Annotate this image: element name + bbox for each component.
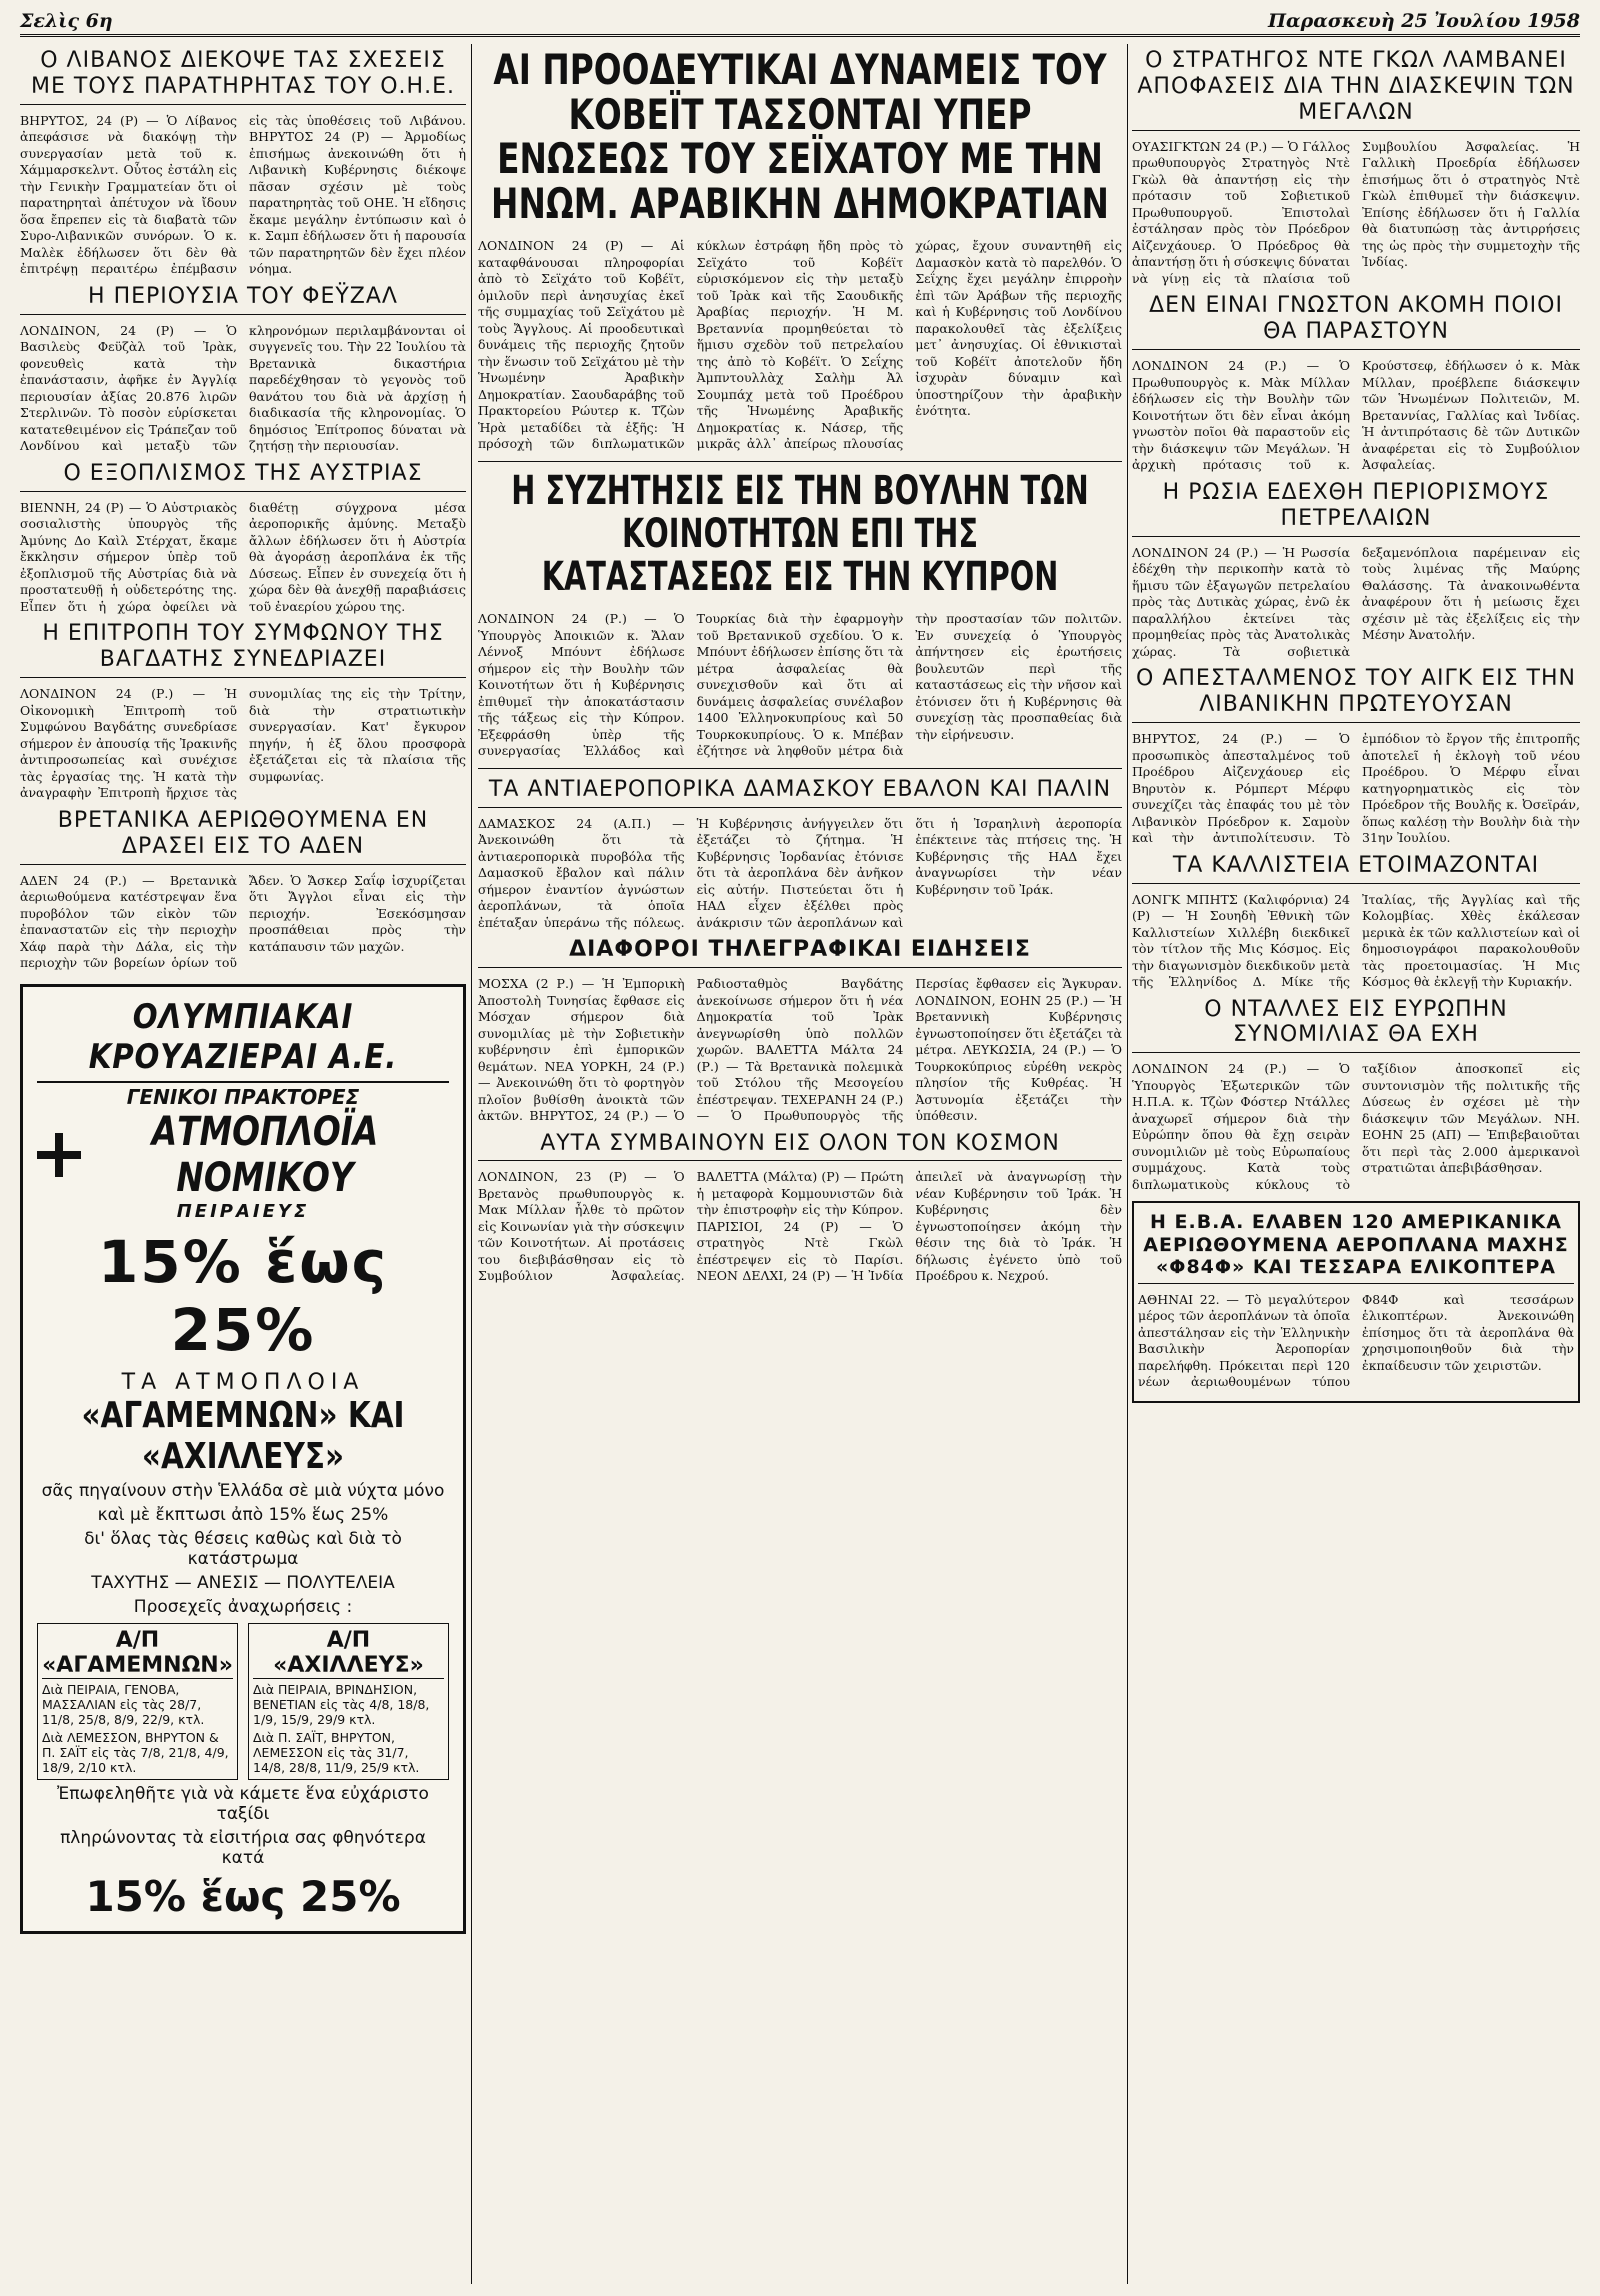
- ad-line: ΤΑΧΥΤΗΣ — ΑΝΕΣΙΣ — ΠΟΛΥΤΕΛΕΙΑ: [91, 1572, 395, 1593]
- ad-line: πληρώνοντας τὰ εἰσιτήρια σας φθηνότερα κατά: [60, 1827, 426, 1868]
- article-body: ΛΟΝΔΙΝΟΝ, 24 (Ρ) — Ὁ Βασιλεὺς Φεϋζὰλ τοῦ Ἰρὰκ, φονευθεὶς κατὰ τὴν ἐπανάστασιν, ἀφῆκε ἐν Ἀγγλίᾳ περιουσίαν ἀξίας 20.876 λιρῶν Στερλινῶν. Τὸ ποσὸν εὑρίσκεται κατατεθειμένον εἰς Τράπεζαν τοῦ Λονδίνου καὶ μεταξὺ τῶν κληρονόμων περιλαμβάνονται οἱ συγγενεῖς του. Τὴν 22 Ἰουλίου τὰ Βρετανικὰ δικαστήρια παρεδέχθησαν τὸ γεγονὸς τοῦ θανάτου του διὰ νὰ ἀρχίσῃ ἡ διαδικασία τῆς κληρονομίας. Ὁ δημόσιος Ἐπίτροπος δύναται νὰ ζητήσῃ τὴν περιουσίαν.: [20, 322, 466, 454]
- ad-route: Διὰ ΛΕΜΕΣΣΟΝ, ΒΗΡΥΤΟΝ & Π. ΣΑΪΤ εἰς τὰς 7/8, 21/8, 4/9, 18/9, 2/10 κτλ.: [42, 1729, 229, 1775]
- article-body: ΛΟΝΓΚ ΜΠΗΤΣ (Καλιφόρνια) 24 (Ρ) — Ἡ Σουηδὴ Ἐθνικὴ τῶν Καλλιστείων Χιλλέβη διεκδικεῖ τὸν τίτλον τῆς Μις Κόσμος. Εἰς τὴν διαγωνισμὸν διεκδικοῦν μετὰ τῆς Ἑλληνίδος Δ. Μίκε τῆς Ἰταλίας, τῆς Ἀγγλίας καὶ τῆς Κολομβίας. Χθὲς ἐκάλεσαν μερικὰ ἐκ τῶν καλλιστείων καὶ οἱ δημοσιογράφοι παρακολουθοῦν τὰς προετοιμασίας. Ἡ Μις Κόσμος θὰ ἐκλεγῇ τὴν Κυριακήν.: [1132, 891, 1580, 990]
- ad-line: καὶ μὲ ἔκπτωσι ἀπὸ 15% ἕως 25%: [97, 1504, 389, 1525]
- ad-ships: «ΑΓΑΜΕΜΝΩΝ» ΚΑΙ «ΑΧΙΛΛΕΥΣ»: [81, 1394, 405, 1477]
- article-body: ΔΑΜΑΣΚΟΣ 24 (Α.Π.) — Ἀνεκοινώθη ὅτι τὰ ἀντιαεροπορικὰ πυροβόλα τῆς Δαμασκοῦ ἔβαλον καὶ πάλιν σήμερον ἐναντίον ἀγνώστων ἀεροπλάνων, τὰ ὁποῖα ἐπέταξαν ὑπεράνω τῆς πόλεως. Ἡ Κυβέρνησις ἀνήγγειλεν ὅτι ἐξετάζει τὸ ζήτημα. Ἡ Κυβέρνησις Ἰορδανίας ἐτόνισε ὅτι τὰ ἀεροπλάνα δὲν ἀνῆκον εἰς αὐτήν. Πιστεύεται ὅτι ἡ ΗΑΔ εἶχεν ἐξέλθει πρὸς ἀνάκρισιν τῶν ἀεροπλάνων καὶ ὅτι ἡ Ἰσραηλινὴ ἀεροπορία ἐπέκτεινε τὰς πτήσεις της. Ἡ Κυβέρνησις τῆς ΗΑΔ ἔχει ἀναγνωρίσει τὴν νέαν Κυβέρνησιν τοῦ Ἰράκ.: [478, 815, 1122, 930]
- page-number: Σελὶς 6η: [20, 10, 113, 32]
- article-body: ΒΙΕΝΝΗ, 24 (Ρ) — Ὁ Αὐστριακὸς σοσιαλιστὴς ὑπουργὸς τῆς Ἀμύνης Δο Καὶλ Στέρχατ, ἔκαμε ἔκκλησιν σήμερον ὑπὲρ τοῦ ἐξοπλισμοῦ τῆς Αὐστρίας διὰ νὰ προστατευθῇ ἡ οὐδετερότης της. Εἶπεν ὅτι ἡ χώρα ὀφείλει νὰ διαθέτῃ σύγχρονα μέσα ἀεροπορικῆς ἀμύνης. Μεταξὺ ἄλλων ἐδήλωσεν ὅτι ἡ Αὐστρία θὰ ἀγοράσῃ ἀεροπλάνα ἐκ τῆς Δύσεως. Εἶπεν ἐν συνεχείᾳ ὅτι ἡ χώρα δὲν θὰ ἀνεχθῇ παραβιάσεις τοῦ ἐναερίου χώρου της.: [20, 499, 466, 614]
- article-title: ΤΑ ΑΝΤΙΑΕΡΟΠΟΡΙΚΑ ΔΑΜΑΣΚΟΥ ΕΒΑΛΟΝ ΚΑΙ ΠΑΛΙΝ: [478, 777, 1122, 808]
- article-body: ΜΟΣΧΑ (2 Ρ.) — Ἡ Ἐμπορικὴ Ἀποστολὴ Τυνησίας ἔφθασε εἰς Μόσχαν σήμερον διὰ συνομιλίας μὲ τὴν Σοβιετικὴν κυβέρνησιν ἐπὶ ἐμπορικῶν θεμάτων. ΝΕΑ ΥΟΡΚΗ, 24 (Ρ.) — Ἀνεκοινώθη ὅτι τὸ φορτηγὸν πλοῖον βυθίσθη ἀνοικτὰ τῶν ἀκτῶν. ΒΗΡΥΤΟΣ, 24 (Ρ.) — Ὁ Ραδιοσταθμὸς Βαγδάτης ἀνεκοίνωσε σήμερον ὅτι ἡ νέα Δημοκρατία τοῦ Ἰρὰκ ἀνεγνωρίσθη ὑπὸ πολλῶν χωρῶν. ΒΑΛΕΤΤΑ Μάλτα 24 (Ρ.) — Τὰ Βρετανικὰ πολεμικὰ τοῦ Στόλου τῆς Μεσογείου ἐπέστρεψαν. ΤΕΧΕΡΑΝΗ 24 (Ρ.) — Ὁ Πρωθυπουργὸς τῆς Περσίας ἔφθασεν εἰς Ἄγκυραν. ΛΟΝΔΙΝΟΝ, ΕΟΗΝ 25 (Ρ.) — Ἡ Βρεταννικὴ Κυβέρνησις ἐγνωστοποίησεν ὅτι ἐξετάζει τὰ μέτρα. ΛΕΥΚΩΣΙΑ, 24 (Ρ.) — Ὁ Τουρκοκύπριος εὑρέθη νεκρὸς πλησίον τῆς Κυθρέας. Ἡ Ἀστυνομία ἐξετάζει τὴν ὑπόθεσιν.: [478, 976, 1122, 1124]
- ad-brand-name: ΑΤΜΟΠΛΟΪΑ ΝΟΜΙΚΟΥ: [151, 1108, 379, 1201]
- right-column: [1132, 44, 1580, 1403]
- article-title: ΒΡΕΤΑΝΙΚΑ ΑΕΡΙΩΘΟΥΜΕΝΑ ΕΝ ΔΡΑΣΕΙ ΕΙΣ ΤΟ ΑΔΕΝ: [20, 808, 466, 865]
- article-title: Ο ΛΙΒΑΝΟΣ ΔΙΕΚΟΨΕ ΤΑΣ ΣΧΕΣΕΙΣ ΜΕ ΤΟΥΣ ΠΑΡΑΤΗΡΗΤΑΣ ΤΟΥ Ο.Η.Ε.: [20, 48, 466, 105]
- article-body: ΛΟΝΔΙΝΟΝ 24 (Ρ.) — Ὁ Ὑπουργὸς Ἐξωτερικῶν τῶν Η.Π.Α. κ. Τζὼν Φόστερ Ντάλλες ἀναχωρεῖ σήμερον διὰ τὴν Εὐρώπην ὅπου θὰ ἔχῃ σειρὰν συνομιλιῶν μὲ τοὺς Εὐρωπαίους συμμάχους. Κατὰ τοὺς διπλωματικοὺς κύκλους τὸ ταξίδιον ἀποσκοπεῖ εἰς συντονισμὸν τῆς πολιτικῆς τῆς Δύσεως ἐν σχέσει μὲ τὴν διάσκεψιν τῶν Μεγάλων. ΝΗ. ΕΟΗΝ 25 (ΑΠ) — Ἐπιβεβαιοῦται ὅτι περὶ τὰς 2.000 ἀμερικανοὶ στρατιῶται ἀπεβιβάσθησαν.: [1132, 1061, 1580, 1192]
- article-body: ΛΟΝΔΙΝΟΝ 24 (Ρ.) — Ὁ Πρωθυπουργὸς κ. Μὰκ Μίλλαν ἐδήλωσεν εἰς τὴν Βουλὴν τῶν Κοινοτήτων ὅτι δὲν εἶναι ἀκόμη γνωστὸν ποῖοι θὰ παραστοῦν εἰς τὴν διάσκεψιν τῶν Μεγάλων. Ἡ ἀρχικὴ πρότασις τοῦ κ. Κρούστσεφ, ἐδήλωσεν ὁ κ. Μὰκ Μίλλαν, προέβλεπε διάσκεψιν τῶν Ἡνωμένων Πολιτειῶν, Μ. Βρεταννίας, Γαλλίας καὶ Ἰνδίας. Ἡ ἀντιπρότασις δὲ τῶν Δυτικῶν ἀναφέρεται εἰς τὸ Συμβούλιον Ἀσφαλείας.: [1132, 358, 1580, 473]
- ad-route: Διὰ ΠΕΙΡΑΙΑ, ΓΕΝΟΒΑ, ΜΑΣΣΑΛΙΑΝ εἰς τὰς 28/7, 11/8, 25/8, 8/9, 22/9, κτλ.: [42, 1681, 205, 1727]
- ad-line: δι' ὅλας τὰς θέσεις καθὼς καὶ διὰ τὸ κατάστρωμα: [84, 1528, 402, 1569]
- article-title: Η ΠΕΡΙΟΥΣΙΑ ΤΟΥ ΦΕΫΖΑΛ: [20, 284, 466, 315]
- issue-date: Παρασκευὴ 25 Ἰουλίου 1958: [1268, 10, 1580, 32]
- article-title: Ο ΑΠΕΣΤΑΛΜΕΝΟΣ ΤΟΥ ΑΙΓΚ ΕΙΣ ΤΗΝ ΛΙΒΑΝΙΚΗΝ ΠΡΩΤΕΥΟΥΣΑΝ: [1132, 666, 1580, 723]
- article-title: ΔΙΑΦΟΡΟΙ ΤΗΛΕΓΡΑΦΙΚΑΙ ΕΙΔΗΣΕΙΣ: [478, 937, 1122, 968]
- article-title: Ο ΕΞΟΠΛΙΣΜΟΣ ΤΗΣ ΑΥΣΤΡΙΑΣ: [20, 461, 466, 492]
- ad-ship-box: [37, 1623, 238, 1780]
- ad-departures: [37, 1623, 449, 1780]
- ad-line: σᾶς πηγαίνουν στὴν Ἑλλάδα σὲ μιὰ νύχτα μόνο: [41, 1480, 445, 1501]
- ad-discount: 15% ἕως 25%: [97, 1227, 389, 1364]
- ad-route: Διὰ ΠΕΙΡΑΙΑ, ΒΡΙΝΔΗΣΙΟΝ, ΒΕΝΕΤΙΑΝ εἰς τὰς 4/8, 18/8, 1/9, 15/9, 29/9 κτλ.: [253, 1681, 430, 1727]
- article-title: ΤΑ ΚΑΛΛΙΣΤΕΙΑ ΕΤΟΙΜΑΖΟΝΤΑΙ: [1132, 853, 1580, 884]
- cross-icon: [37, 1133, 69, 1177]
- article-body: ΒΗΡΥΤΟΣ, 24 (Ρ) — Ὁ Λίβανος ἀπεφάσισε νὰ διακόψῃ τὴν συνεργασίαν μετὰ τοῦ κ. Χάμμαρσκελντ. Οὗτος ἐστάλη εἰς τὴν Γενικὴν Γραμματείαν ὅτι οἱ παρατηρηταὶ ἀπέτυχον νὰ ἴδουν ὅσα ἔπρεπεν εἰς τὰ διαβατὰ τῶν Συρο-Λιβανικῶν συνόρων. Ὁ κ. Μαλὲκ ἐδήλωσεν ὅτι δὲν θὰ ἐπιτρέψῃ περαιτέρω ἐπέμβασιν εἰς τὰς ὑποθέσεις τοῦ Λιβάνου. ΒΗΡΥΤΟΣ 24 (Ρ) — Ἀρμοδίως ἐπισήμως ἀνεκοινώθη ὅτι ἡ Λιβανικὴ Κυβέρνησις διέκοψε πᾶσαν σχέσιν μὲ τοὺς παρατηρητὰς τοῦ ΟΗΕ. Ἡ εἴδησις ἔκαμε μεγάλην ἐντύπωσιν καὶ ὁ κ. Σαμπ ἐδήλωσεν ὅτι ἡ παρουσία τῶν παρατηρητῶν δὲν ἔχει πλέον νόημα.: [20, 112, 466, 277]
- ad-ships-intro: ΤΑ ΑΤΜΟΠΛΟΙΑ: [121, 1369, 365, 1395]
- article-body: ΟΥΑΣΙΓΚΤΩΝ 24 (Ρ.) — Ὁ Γάλλος πρωθυπουργὸς Στρατηγὸς Ντὲ Γκὼλ θὰ ἀπαντήσῃ εἰς τὴν πρότασιν τοῦ Σοβιετικοῦ Πρωθυπουργοῦ. Ἐπιστολαὶ ἐστάλησαν πρὸς τὸν Πρόεδρον Αἰζενχάουερ. Ὁ Πρόεδρος θὰ ἀπαντήσῃ ὅτι ἡ σύσκεψις δύναται νὰ γίνῃ εἰς τὰ πλαίσια τοῦ Συμβουλίου Ἀσφαλείας. Ἡ Γαλλικὴ Προεδρία ἐδήλωσεν ἐπισήμως ὅτι ὁ στρατηγὸς Ντὲ Γκὼλ ἐπιθυμεῖ τὴν διάσκεψιν. Ἐπίσης ἐδήλωσεν ὅτι ἡ Γαλλία θὰ διατυπώσῃ τὰς ἀντιρρήσεις της ὡς πρὸς τὴν συμμετοχὴν τῆς Ἰνδίας.: [1132, 138, 1580, 286]
- ad-port: ΠΕΙΡΑΙΕΥΣ: [176, 1200, 310, 1222]
- ad-route: Διὰ Π. ΣΑΪΤ, ΒΗΡΥΤΟΝ, ΛΕΜΕΣΣΟΝ εἰς τὰς 31/7, 14/8, 28/8, 11/9, 25/9 κτλ.: [253, 1729, 420, 1775]
- ad-brand: [37, 1109, 449, 1201]
- article-body: ΛΟΝΔΙΝΟΝ 24 (Ρ.) — Ἡ Ρωσσία ἐδέχθη τὴν περικοπὴν κατὰ τὸ ἥμισυ τῶν ἐξαγωγῶν πετρελαίου πρὸς τὰς Δυτικὰς χώρας, ἐνῶ ἐκ παραλλήλου ἐκτείνει τὰς προμηθείας πρὸς τὰς Ἀνατολικὰς χώρας. Τὰ σοβιετικὰ δεξαμενόπλοια παρέμειναν εἰς τοὺς λιμένας τῆς Μαύρης Θαλάσσης. Τὰ ἀνακοινωθέντα ἀναφέρουν ὅτι ἡ μείωσις ἔχει σχέσιν μὲ τὰς ἐξελίξεις εἰς τὴν Μέσην Ἀνατολήν.: [1132, 544, 1580, 659]
- ad-ship-box: [248, 1623, 449, 1780]
- boxed-article: [1132, 1201, 1580, 1402]
- article-body: ΛΟΝΔΙΝΟΝ, 23 (Ρ) — Ὁ Βρετανὸς πρωθυπουργὸς κ. Μακ Μίλλαν ἦλθε τὸ πρῶτον εἰς Κοινωνίαν γιὰ τὴν σύσκεψιν τῶν Κοινοτήτων. Αἱ προτάσεις του διεβιβάσθησαν εἰς τὸ Συμβούλιον Ἀσφαλείας. ΒΑΛΕΤΤΑ (Μάλτα) (Ρ) — Πρώτη ἡ μεταφορὰ Κομμουνιστῶν διὰ τὴν ἐπιστροφὴν εἰς τὴν Κύπρον. ΠΑΡΙΣΙΟΙ, 24 (Ρ) — Ὁ στρατηγὸς Ντὲ Γκὼλ ἐπέστρεψεν εἰς τὸ Παρίσι. ΝΕΟΝ ΔΕΛΧΙ, 24 (Ρ) — Ἡ Ἰνδία ἀπειλεῖ νὰ ἀναγνωρίσῃ τὴν νέαν Κυβέρνησιν τοῦ Ἰράκ. Ἡ Κυβέρνησις δὲν ἐγνωστοποίησεν ἀκόμη τὴν θέσιν της διὰ τὸ Ἰράκ. Ἡ δήλωσις ἐγένετο ὑπὸ τοῦ Προέδρου κ. Νεχρού.: [478, 1169, 1122, 1284]
- article-title: ΔΕΝ ΕΙΝΑΙ ΓΝΩΣΤΟΝ ΑΚΟΜΗ ΠΟΙΟΙ ΘΑ ΠΑΡΑΣΤΟΥΝ: [1132, 293, 1580, 350]
- article-title: Ο ΝΤΑΛΛΕΣ ΕΙΣ ΕΥΡΩΠΗΝ ΣΥΝΟΜΙΛΙΑΣ ΘΑ ΕΧΗ: [1132, 997, 1580, 1054]
- article-body: ΛΟΝΔΙΝΟΝ 24 (Ρ.) — Ὁ Ὑπουργὸς Ἀποικιῶν κ. Ἄλαν Λέννοξ Μπόυντ ἐδήλωσε σήμερον εἰς τὴν Βουλὴν τῶν Κοινοτήτων ὅτι ἡ Κυβέρνησις ἐπιθυμεῖ τὴν ἀποκατάστασιν τῆς τάξεως εἰς τὴν Κύπρον. Ἐξεφράσθη ὑπὲρ τῆς συνεργασίας Ἑλλάδος καὶ Τουρκίας διὰ τὴν ἐφαρμογὴν τοῦ Βρετανικοῦ σχεδίου. Ὁ κ. Μπόυντ ἐδήλωσεν ἐπίσης ὅτι τὰ μέτρα ἀσφαλείας θὰ συνεχισθοῦν καὶ ὅτι αἱ δυνάμεις ἀσφαλείας συνέλαβον 1400 Ἑλληνοκυπρίους καὶ 50 Τουρκοκυπρίους. Ὁ κ. Μπέβαν ἐζήτησε νὰ ληφθοῦν μέτρα διὰ τὴν προστασίαν τῶν πολιτῶν. Ἐν συνεχείᾳ ὁ Ὑπουργὸς ἀπήντησεν εἰς ἐρωτήσεις βουλευτῶν περὶ τῆς καταστάσεως εἰς τὴν νῆσον καὶ ἐτόνισεν ὅτι ἡ Κυβέρνησις θὰ συνεχίσῃ τὰς προσπαθείας διὰ τὴν εἰρήνευσιν.: [478, 611, 1122, 759]
- column-divider: [1127, 44, 1128, 2284]
- column-divider: [471, 44, 472, 2284]
- article-body: ΛΟΝΔΙΝΟΝ 24 (Ρ.) — Ἡ Οἰκονομικὴ Ἐπιτροπὴ τοῦ Συμφώνου Βαγδάτης συνεδρίασε σήμερον ἐν ἀπουσίᾳ τῆς Ἰρακινῆς ἀντιπροσωπείας καὶ συνέχισε τὰς ἐργασίας της. Ἡ κατὰ τὴν ἀναγραφὴν Ἐπιτροπὴ ἤρχισε τὰς συνομιλίας της εἰς τὴν Τρίτην, διὰ τὴν στρατιωτικὴν συνεργασίαν. Κατ' ἔγκυρον πηγήν, ἡ ἐξ ὅλου προσφορὰ ἐξετάζεται εἰς τὰ πλαίσια τῆς συμφωνίας.: [20, 686, 466, 801]
- ad-final-discount: 15% ἕως 25%: [85, 1871, 401, 1921]
- lead-headline: ΑΙ ΠΡΟΟΔΕΥΤΙΚΑΙ ΔΥΝΑΜΕΙΣ ΤΟΥ ΚΟΒΕΪΤ ΤΑΣΣΟΝΤΑΙ ΥΠΕΡ ΕΝΩΣΕΩΣ ΤΟΥ ΣΕΪΧΑΤΟΥ ΜΕ ΤΗΝ ΗΝΩΜ. ΑΡΑΒΙΚΗΝ ΔΗΜΟΚΡΑΤΙΑΝ: [491, 45, 1109, 228]
- cruise-advertisement: [20, 984, 466, 1934]
- masthead: [20, 8, 1580, 37]
- ad-line: Προσεχεῖς ἀναχωρήσεις :: [133, 1596, 353, 1617]
- ad-line: Ἐπωφεληθῆτε γιὰ νὰ κάμετε ἕνα εὐχάριστο ταξίδι: [57, 1783, 429, 1824]
- ad-company: ΟΛΥΜΠΙΑΚΑΙ ΚΡΟΥΑΖΙΕΡΑΙ Α.Ε.: [88, 996, 398, 1077]
- center-column: [478, 44, 1122, 1291]
- article-body: ΒΗΡΥΤΟΣ, 24 (Ρ.) — Ὁ προσωπικὸς ἀπεσταλμένος τοῦ Προέδρου Αἰζενχάουερ εἰς Βηρυτὸν κ. Ρόμπερτ Μέρφυ συνεχίζει τὰς ἐπαφάς του μὲ τὸν Λιβανικὸν Πρόεδρον κ. Σαμοὺν καὶ τὴν ἀντιπολίτευσιν. Τὸ ἐμπόδιον τὸ ἔργον τῆς ἐπιτροπῆς ἀποτελεῖ ἡ ἐκλογὴ τοῦ νέου Προέδρου. Ὁ Μέρφυ εἶναι κατηγορηματικὸς εἰς τὸν Πρόεδρον τῆς Βουλῆς κ. Ὀσεϊράν, ὅπως καλέσῃ τὴν Βουλὴν διὰ τὴν 31ην Ἰουλίου.: [1132, 731, 1580, 846]
- ad-subtitle: ΓΕΝΙΚΟΙ ΠΡΑΚΤΟΡΕΣ: [37, 1081, 449, 1109]
- article-title: ΑΥΤΑ ΣΥΜΒΑΙΝΟΥΝ ΕΙΣ ΟΛΟΝ ΤΟΝ ΚΟΣΜΟΝ: [478, 1131, 1122, 1162]
- separator: [478, 768, 1122, 769]
- article-title: Η Ε.Β.Α. ΕΛΑΒΕΝ 120 ΑΜΕΡΙΚΑΝΙΚΑ ΑΕΡΙΩΘΟΥΜΕΝΑ ΑΕΡΟΠΛΑΝΑ ΜΑΧΗΣ «Φ84Φ» ΚΑΙ ΤΕΣΣΑΡΑ ΕΛΙΚΟΠΤΕΡΑ: [1138, 1211, 1574, 1283]
- article-title: Η ΕΠΙΤΡΟΠΗ ΤΟΥ ΣΥΜΦΩΝΟΥ ΤΗΣ ΒΑΓΔΑΤΗΣ ΣΥΝΕΔΡΙΑΖΕΙ: [20, 621, 466, 678]
- article-title: Η ΣΥΖΗΤΗΣΙΣ ΕΙΣ ΤΗΝ ΒΟΥΛΗΝ ΤΩΝ ΚΟΙΝΟΤΗΤΩΝ ΕΠΙ ΤΗΣ ΚΑΤΑΣΤΑΣΕΩΣ ΕΙΣ ΤΗΝ ΚΥΠΡΟΝ: [511, 467, 1089, 600]
- ad-ship-name: Α/Π «ΑΧΙΛΛΕΥΣ»: [253, 1628, 444, 1679]
- article-title: Η ΡΩΣΙΑ ΕΔΕΧΘΗ ΠΕΡΙΟΡΙΣΜΟΥΣ ΠΕΤΡΕΛΑΙΩΝ: [1132, 480, 1580, 537]
- article-body: ΑΔΕΝ 24 (Ρ.) — Βρετανικὰ ἀεριωθούμενα κατέστρεψαν ἕνα πυροβόλον τῶν εἰκὸν τῶν ἐπαναστατῶν εἰς τὴν περιοχὴν Χάφ παρὰ τὴν Δάλα, εἰς τὴν περιοχὴν τῶν βορείων ὁρίων τοῦ Ἄδεν. Ὁ Ἄσκερ Σαΐφ ἰσχυρίζεται ὅτι Ἄγγλοι εἶναι εἰς τὴν περιοχήν. Ἐσεκόσμησαν προσπάθειαι πρὸς τὴν κατάπαυσιν τῶν μαχῶν.: [20, 872, 466, 971]
- article-title: Ο ΣΤΡΑΤΗΓΟΣ ΝΤΕ ΓΚΩΛ ΛΑΜΒΑΝΕΙ ΑΠΟΦΑΣΕΙΣ ΔΙΑ ΤΗΝ ΔΙΑΣΚΕΨΙΝ ΤΩΝ ΜΕΓΑΛΩΝ: [1132, 48, 1580, 131]
- article-body: ΑΘΗΝΑΙ 22. — Τὸ μεγαλύτερον μέρος τῶν ἀεροπλάνων τὰ ὁποῖα ἀπεστάλησαν εἰς τὴν Ἑλληνικὴν Βασιλικὴν Ἀεροπορίαν παρελήφθη. Πρόκειται περὶ 120 νέων ἀεριωθουμένων τύπου Φ84Φ καὶ τεσσάρων ἑλικοπτέρων. Ἀνεκοινώθη ἐπίσημος ὅτι τὰ ἀεροπλάνα θὰ χρησιμοποιηθοῦν διὰ τὴν ἐκπαίδευσιν τῶν χειριστῶν.: [1138, 1291, 1574, 1390]
- separator: [478, 461, 1122, 462]
- ad-ship-name: Α/Π «ΑΓΑΜΕΜΝΩΝ»: [42, 1627, 233, 1678]
- left-column: [20, 44, 466, 1934]
- article-body: ΛΟΝΔΙΝΟΝ 24 (Ρ) — Αἱ καταφθάνουσαι πληροφορίαι ἀπὸ τὸ Σεϊχάτο τοῦ Κοβέϊτ, ὁμιλοῦν περὶ ἀνησυχίας ἐκεῖ τῆς συμμαχίας τοῦ Σεϊχάτου μὲ τοὺς Ἄγγλους. Αἱ προοδευτικαὶ δυνάμεις τῆς περιοχῆς ζητοῦν τὴν ἕνωσιν τοῦ Σεϊχάτου μὲ τὴν Ἡνωμένην Ἀραβικὴν Δημοκρατίαν. Σαουδαράβης τοῦ Πρακτορείου Ρώυτερ κ. Τζὼν Ἡρὰ μεταδίδει τὰ ἑξῆς: Ἡ πρόσοχὴ τῶν διπλωματικῶν κύκλων ἐστράφη ἤδη πρὸς τὸ Σεϊχάτο τοῦ Κοβέϊτ εὑρισκόμενον εἰς τὴν μεταξὺ τοῦ Ἰρὰκ καὶ τῆς Σαουδικῆς Ἀραβίας περιοχήν. Ἡ Μ. Βρεταννία προμηθεύεται τὸ ἥμισυ σχεδὸν τοῦ πετρελαίου της ἀπὸ τὸ Κοβέϊτ. Ὁ Σεΐχης Ἀμπντουλλὰχ Σαλὴμ Ἀλ Σουμπάχ μετὰ τοῦ Προέδρου τῆς Ἡνωμένης Ἀραβικῆς Δημοκρατίας κ. Νάσερ, τῆς μικρᾶς ἀλλ᾽ ἀπείρως πλουσίας χώρας, ἔχουν συναντηθῆ εἰς Δαμασκὸν κατὰ τὸ παρελθόν. Ὁ Σεΐχης ἔχει μεγάλην ἐπιρροὴν ἐπὶ τῶν Ἀράβων τῆς περιοχῆς καὶ ἡ Κυβέρνησις τοῦ Λονδίνου παρακολουθεῖ τὰς ἐξελίξεις μετ᾽ ἀνησυχίας. Οἱ ἐθνικισταὶ τοῦ Κοβέϊτ ἀποτελοῦν ἤδη ἰσχυρὰν δύναμιν καὶ ὑποστηρίζουν τὴν ἀραβικὴν ἑνότητα.: [478, 238, 1122, 452]
